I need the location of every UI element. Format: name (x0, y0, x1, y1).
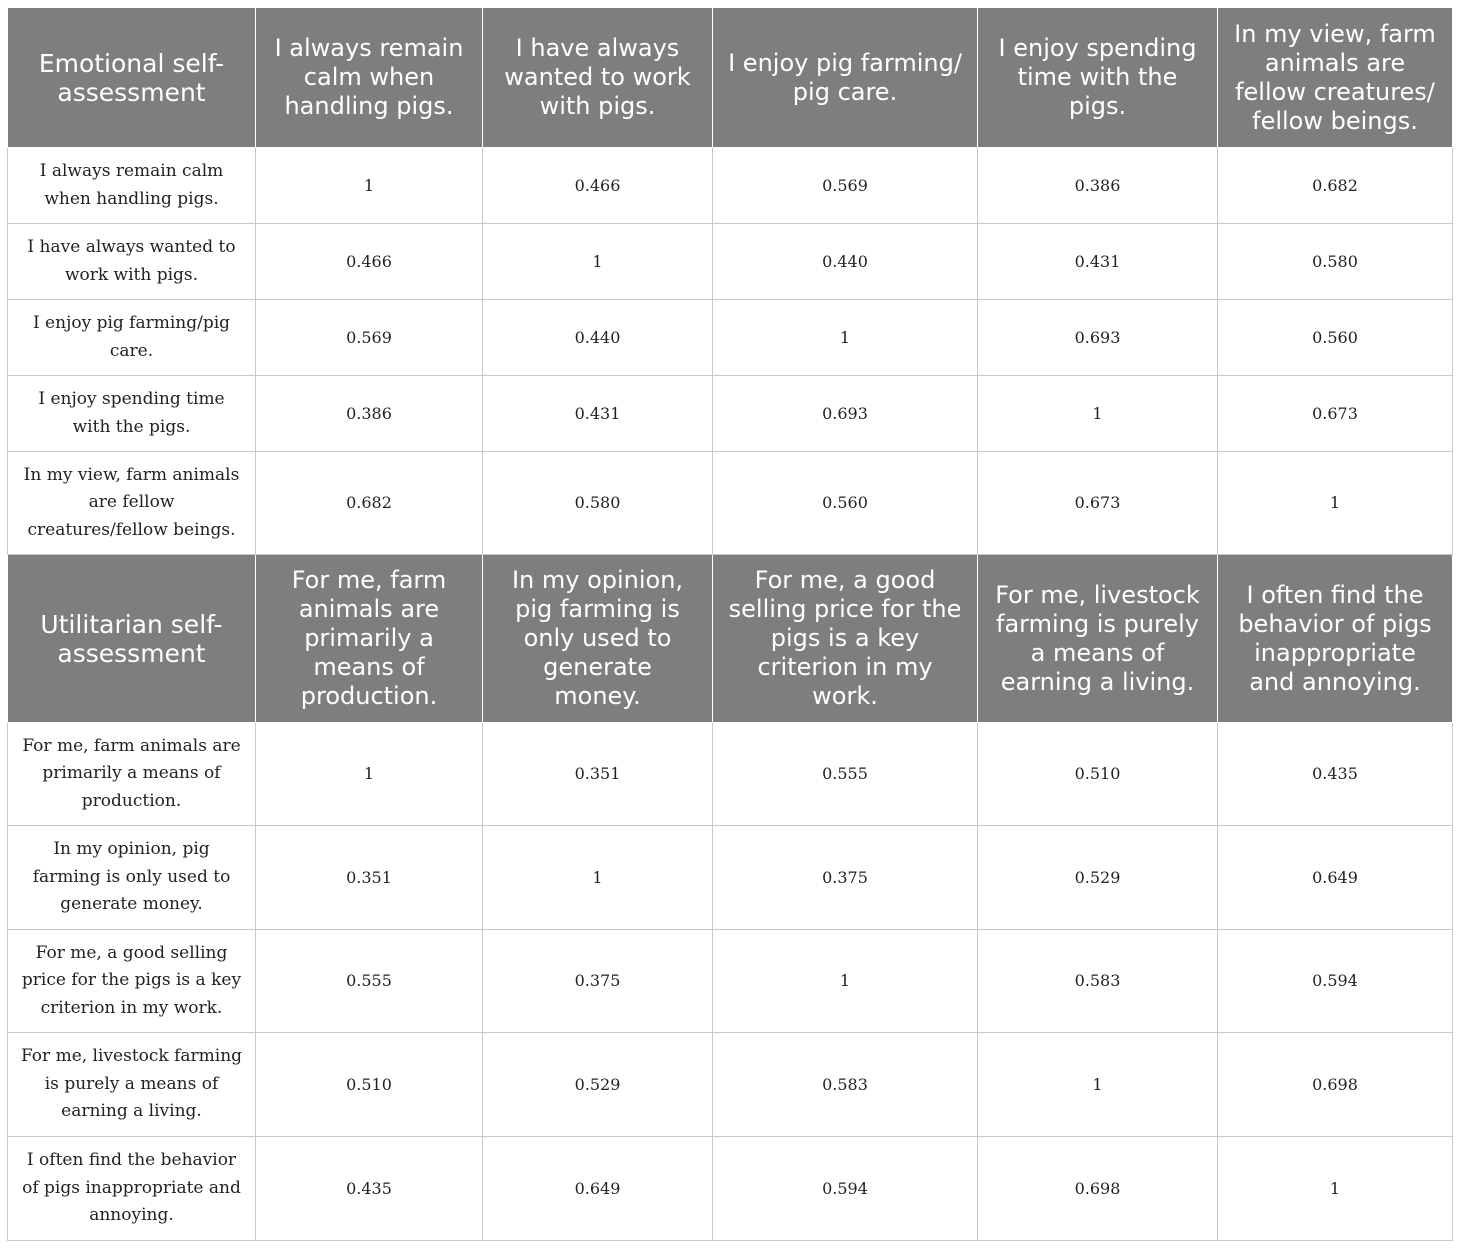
correlation-value: 0.351 (256, 826, 483, 930)
correlation-value: 0.693 (978, 300, 1218, 376)
correlation-value: 0.466 (483, 148, 713, 224)
correlation-value: 0.510 (978, 723, 1218, 826)
table-row (8, 376, 1453, 452)
correlation-value: 1 (978, 1033, 1218, 1137)
correlation-value: 0.580 (483, 452, 713, 555)
table-body (8, 8, 1453, 1241)
row-label: In my opinion, pig farming is only used to generate money. (8, 826, 256, 930)
correlation-value: 0.580 (1218, 224, 1453, 300)
section-header-row (8, 555, 1453, 723)
column-header: For me, livestock farming is purely a means of earning a living. (978, 555, 1218, 723)
correlation-value: 1 (256, 148, 483, 224)
table-row (8, 1137, 1453, 1241)
correlation-value: 0.435 (1218, 723, 1453, 826)
correlation-value: 0.431 (483, 376, 713, 452)
column-header: I always remain calm when handling pigs. (256, 8, 483, 148)
correlation-value: 0.560 (1218, 300, 1453, 376)
correlation-value: 1 (713, 930, 978, 1033)
correlation-value: 0.555 (256, 930, 483, 1033)
column-header: I enjoy pig farming/ pig care. (713, 8, 978, 148)
section-header-row (8, 8, 1453, 148)
row-label: I enjoy pig farming/pig care. (8, 300, 256, 376)
table-row (8, 826, 1453, 930)
correlation-value: 0.435 (256, 1137, 483, 1241)
correlation-table (7, 7, 1453, 1241)
row-label: I have always wanted to work with pigs. (8, 224, 256, 300)
table-row (8, 723, 1453, 826)
row-label: I always remain calm when handling pigs. (8, 148, 256, 224)
correlation-value: 0.560 (713, 452, 978, 555)
correlation-value: 0.649 (1218, 826, 1453, 930)
column-header: For me, farm animals are primarily a means of production. (256, 555, 483, 723)
row-label: I often find the behavior of pigs inappropriate and annoying. (8, 1137, 256, 1241)
correlation-value: 0.673 (978, 452, 1218, 555)
correlation-value: 0.375 (713, 826, 978, 930)
correlation-value: 0.440 (713, 224, 978, 300)
correlation-value: 0.466 (256, 224, 483, 300)
column-header: For me, a good selling price for the pigs is a key criterion in my work. (713, 555, 978, 723)
correlation-value: 0.569 (256, 300, 483, 376)
column-header: I enjoy spending time with the pigs. (978, 8, 1218, 148)
correlation-value: 0.673 (1218, 376, 1453, 452)
correlation-value: 0.440 (483, 300, 713, 376)
correlation-value: 1 (1218, 452, 1453, 555)
row-label: For me, a good selling price for the pigs is a key criterion in my work. (8, 930, 256, 1033)
table-row (8, 224, 1453, 300)
correlation-value: 0.555 (713, 723, 978, 826)
row-label: For me, livestock farming is purely a means of earning a living. (8, 1033, 256, 1137)
correlation-value: 0.682 (256, 452, 483, 555)
correlation-value: 0.693 (713, 376, 978, 452)
correlation-value: 1 (256, 723, 483, 826)
correlation-value: 1 (1218, 1137, 1453, 1241)
correlation-value: 0.529 (483, 1033, 713, 1137)
correlation-value: 0.351 (483, 723, 713, 826)
correlation-value: 0.510 (256, 1033, 483, 1137)
correlation-value: 0.583 (978, 930, 1218, 1033)
table-row (8, 148, 1453, 224)
table-row (8, 930, 1453, 1033)
row-label: I enjoy spending time with the pigs. (8, 376, 256, 452)
correlation-value: 0.375 (483, 930, 713, 1033)
correlation-value: 0.569 (713, 148, 978, 224)
column-header: In my view, farm animals are fellow creatures/ fellow beings. (1218, 8, 1453, 148)
table-row (8, 1033, 1453, 1137)
correlation-value: 0.583 (713, 1033, 978, 1137)
correlation-value: 0.698 (978, 1137, 1218, 1241)
column-header: I often find the behavior of pigs inappropriate and annoying. (1218, 555, 1453, 723)
row-label: For me, farm animals are primarily a means of production. (8, 723, 256, 826)
correlation-value: 1 (483, 826, 713, 930)
correlation-value: 0.386 (256, 376, 483, 452)
correlation-value: 1 (483, 224, 713, 300)
correlation-value: 0.649 (483, 1137, 713, 1241)
correlation-value: 1 (978, 376, 1218, 452)
section-title: Emotional self-assessment (8, 8, 256, 148)
correlation-value: 0.386 (978, 148, 1218, 224)
section-title: Utilitarian self-assessment (8, 555, 256, 723)
row-label: In my view, farm animals are fellow creatures/fellow beings. (8, 452, 256, 555)
table-row (8, 452, 1453, 555)
correlation-value: 1 (713, 300, 978, 376)
correlation-value: 0.594 (1218, 930, 1453, 1033)
column-header: I have always wanted to work with pigs. (483, 8, 713, 148)
correlation-value: 0.594 (713, 1137, 978, 1241)
table-row (8, 300, 1453, 376)
column-header: In my opinion, pig farming is only used to generate money. (483, 555, 713, 723)
correlation-value: 0.431 (978, 224, 1218, 300)
correlation-value: 0.682 (1218, 148, 1453, 224)
correlation-value: 0.698 (1218, 1033, 1453, 1137)
correlation-value: 0.529 (978, 826, 1218, 930)
